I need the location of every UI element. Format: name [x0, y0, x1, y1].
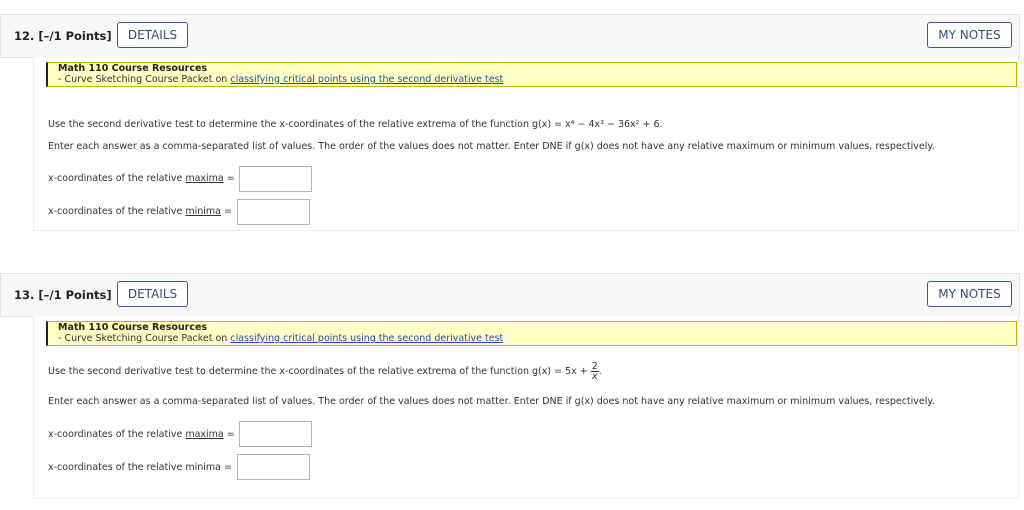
minima-label: [48, 206, 232, 217]
equals-sign: =: [224, 206, 232, 217]
points-text: [–/1 Points]: [38, 29, 112, 43]
question-prompt: Use the second derivative test to determine the x-coordinates of the relative extrema of the function g(x) = x⁴ − 4x³ − 36x² + 6.: [48, 119, 663, 130]
minima-input[interactable]: [237, 454, 310, 480]
question-body: [33, 57, 1019, 231]
minima-word: minima: [185, 462, 221, 473]
maxima-input[interactable]: [239, 166, 312, 192]
details-button[interactable]: DETAILS: [117, 281, 188, 307]
resources-line: [58, 333, 1016, 344]
maxima-label-prefix: x-coordinates of the relative: [48, 173, 186, 184]
resources-prefix: - Curve Sketching Course Packet on: [58, 333, 231, 344]
maxima-label: [48, 429, 235, 440]
details-button[interactable]: DETAILS: [117, 22, 188, 48]
maxima-word: maxima: [185, 429, 224, 440]
equals-sign: =: [226, 173, 235, 184]
minima-input[interactable]: [237, 199, 310, 225]
question-header: [0, 14, 1020, 58]
equals-sign: =: [226, 429, 235, 440]
resources-title: Math 110 Course Resources: [58, 322, 208, 333]
fraction: [591, 362, 599, 381]
minima-word: minima: [185, 206, 221, 217]
maxima-label: [48, 173, 235, 184]
resources-line: [58, 74, 1016, 85]
course-resources-box: [46, 62, 1017, 87]
question-prompt: [48, 362, 602, 381]
fraction-numerator: 2: [591, 361, 598, 372]
course-resources-box: [46, 321, 1017, 346]
answer-instructions: Enter each answer as a comma-separated list of values. The order of the values does not matter. Enter DNE if g(x) does not have any relative maximum or minimum values, respectively.: [48, 396, 935, 407]
minima-label-prefix: x-coordinates of the relative: [48, 462, 186, 473]
maxima-word: maxima: [185, 173, 224, 184]
minima-label: [48, 462, 232, 473]
equals-sign: =: [224, 462, 232, 473]
maxima-label-prefix: x-coordinates of the relative: [48, 429, 186, 440]
resources-title: Math 110 Course Resources: [58, 63, 208, 74]
prompt-suffix: .: [598, 366, 602, 377]
minima-label-prefix: x-coordinates of the relative: [48, 206, 186, 217]
my-notes-button[interactable]: MY NOTES: [927, 281, 1012, 307]
resources-link[interactable]: classifying critical points using the second derivative test: [230, 333, 504, 344]
fraction-denominator: x: [591, 371, 598, 382]
question-number: [14, 288, 112, 302]
resources-link[interactable]: classifying critical points using the second derivative test: [230, 74, 504, 85]
resources-prefix: - Curve Sketching Course Packet on: [58, 74, 231, 85]
question-number-text: 12.: [14, 29, 35, 43]
question-number: [14, 29, 112, 43]
my-notes-button[interactable]: MY NOTES: [927, 22, 1012, 48]
question-number-text: 13.: [14, 288, 35, 302]
maxima-input[interactable]: [239, 421, 312, 447]
prompt-text: Use the second derivative test to determine the x-coordinates of the relative extrema of the function g(x) = 5x +: [48, 366, 591, 377]
question-body: [33, 316, 1019, 499]
question-header: [0, 273, 1020, 317]
answer-instructions: Enter each answer as a comma-separated list of values. The order of the values does not matter. Enter DNE if g(x) does not have any relative maximum or minimum values, respectively.: [48, 141, 935, 152]
points-text: [–/1 Points]: [38, 288, 112, 302]
